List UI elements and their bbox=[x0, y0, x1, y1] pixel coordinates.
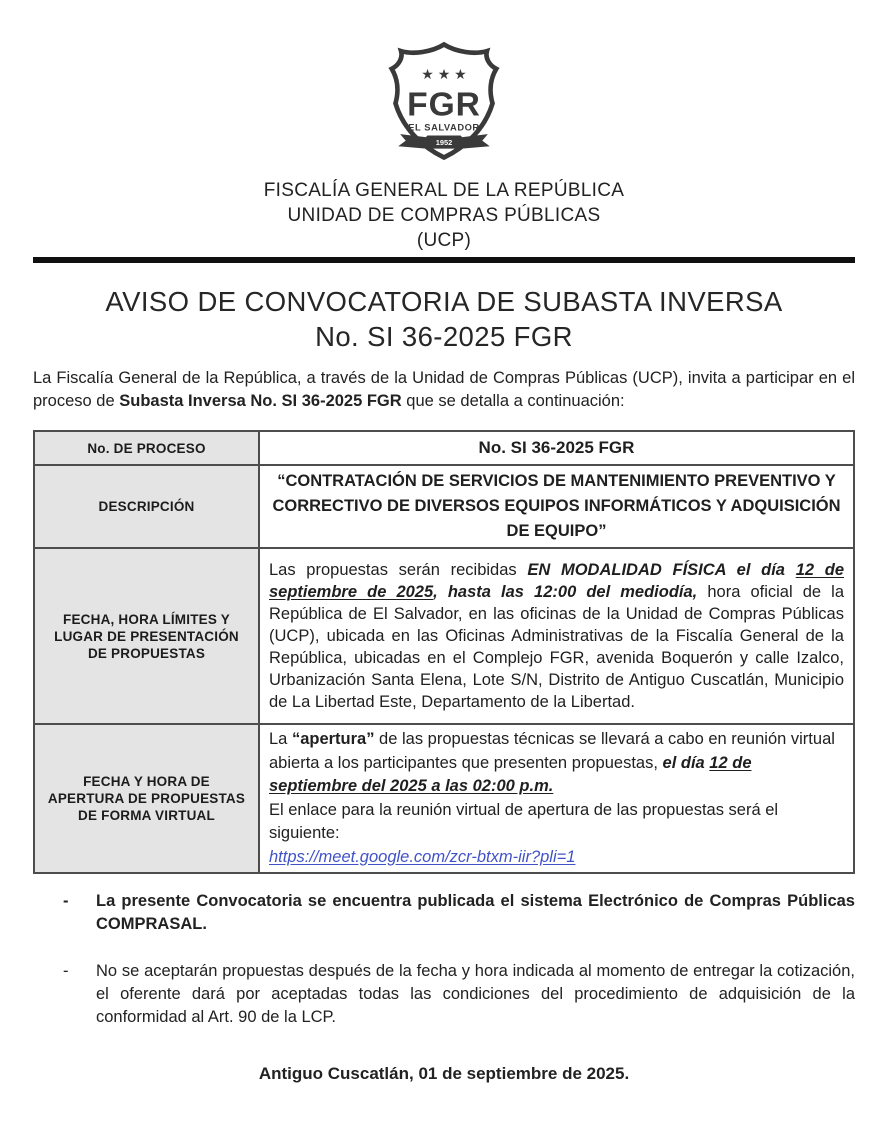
doc-title bbox=[33, 284, 855, 354]
note-comprasal bbox=[63, 890, 855, 936]
note-deadline bbox=[63, 960, 855, 1029]
opening-keyword: “apertura” bbox=[291, 730, 375, 748]
submission-date: 12 de septiembre de 2025 bbox=[269, 561, 844, 601]
notes-section bbox=[33, 890, 855, 1029]
org-name: FISCALÍA GENERAL DE LA REPÚBLICA bbox=[263, 180, 625, 201]
logo-year: 1952 bbox=[435, 137, 453, 147]
description-value: “CONTRATACIÓN DE SERVICIOS DE MANTENIMIENTO PREVENTIVO Y CORRECTIVO DE DIVERSOS EQUIPOS INFORMÁTICOS Y ADQUISICIÓN DE EQUIPO” bbox=[259, 465, 854, 548]
note-deadline-text: No se aceptarán propuestas después de la fecha y hora indicada al momento de entregar la cotización, el oferente dará por aceptadas todas las condiciones del procedimiento de adquisición de la conformidad al Art. 90 de la LCP. bbox=[96, 962, 855, 1026]
header-divider bbox=[33, 257, 855, 263]
opening-link-intro: El enlace para la reunión virtual de apertura de las propuestas será el siguiente: bbox=[269, 800, 779, 842]
opening-value bbox=[259, 724, 854, 873]
submission-time: , hasta las 12:00 del mediodía, bbox=[433, 583, 698, 601]
opening-day-prefix: el día bbox=[662, 753, 710, 772]
table-row-description bbox=[34, 465, 854, 548]
table-row-submission bbox=[34, 548, 854, 724]
doc-title-line1: AVISO DE CONVOCATORIA DE SUBASTA INVERSA bbox=[105, 286, 783, 317]
row-label-process-number: No. DE PROCESO bbox=[34, 431, 259, 465]
org-unit: UNIDAD DE COMPRAS PÚBLICAS bbox=[287, 205, 601, 226]
submission-modality: EN MODALIDAD FÍSICA el día bbox=[527, 561, 796, 579]
opening-seg3: de las propuestas técnicas se llevará a cabo en reunión virtual abierta a los participantes que presenten propuestas, bbox=[269, 730, 835, 772]
meeting-link[interactable]: https://meet.google.com/zcr-btxm-iir?pli=1 bbox=[269, 847, 576, 866]
row-label-submission: FECHA, HORA LÍMITES Y LUGAR DE PRESENTACIÓN DE PROPUESTAS bbox=[34, 548, 259, 724]
dateline: Antiguo Cuscatlán, 01 de septiembre de 2025. bbox=[258, 1064, 630, 1083]
org-header bbox=[33, 178, 855, 253]
note-dash: - bbox=[63, 892, 69, 910]
doc-title-line2: No. SI 36-2025 FGR bbox=[315, 321, 573, 352]
submission-seg1: Las propuestas serán recibidas bbox=[269, 561, 528, 579]
stars-icon: ★ ★ ★ bbox=[421, 66, 467, 83]
process-number-value: No. SI 36-2025 FGR bbox=[259, 431, 854, 465]
fgr-shield-icon bbox=[374, 38, 514, 164]
submission-location: hora oficial de la República de El Salvador, en las oficinas de la Unidad de Compras Públicas (UCP), ubicada en las Oficinas Administrativas de la Fiscalía General de la República, ubicadas en el Complejo FGR, avenida Boquerón y calle Izalco, Urbanización Santa Elena, Lote S/N, Distrito de Antiguo Cuscatlán, Municipio de La Libertad Este, Departamento de la Libertad. bbox=[269, 583, 844, 711]
intro-process-name: Subasta Inversa No. SI 36-2025 FGR bbox=[119, 392, 402, 410]
opening-seg1: La bbox=[269, 730, 292, 748]
table-row-opening bbox=[34, 724, 854, 873]
intro-part2: que se detalla a continuación: bbox=[401, 392, 625, 410]
process-table bbox=[33, 430, 855, 874]
fgr-logo bbox=[33, 38, 855, 162]
org-unit-abbr: (UCP) bbox=[416, 230, 472, 251]
table-row-process-number bbox=[34, 431, 854, 465]
intro-part1: La Fiscalía General de la República, a través de la Unidad de Compras Públicas (UCP), invita a participar en el proceso de bbox=[33, 369, 855, 410]
opening-datetime: 12 de septiembre del 2025 a las 02:00 p.m. bbox=[269, 753, 752, 795]
note-comprasal-text: La presente Convocatoria se encuentra publicada el sistema Electrónico de Compras Públicas COMPRASAL. bbox=[96, 892, 855, 933]
row-label-opening: FECHA Y HORA DE APERTURA DE PROPUESTAS DE FORMA VIRTUAL bbox=[34, 724, 259, 873]
submission-value bbox=[259, 548, 854, 724]
row-label-description: DESCRIPCIÓN bbox=[34, 465, 259, 548]
intro-paragraph bbox=[33, 367, 855, 413]
logo-monogram: FGR bbox=[407, 86, 481, 124]
note-dash: - bbox=[63, 962, 69, 980]
logo-country: EL SALVADOR bbox=[408, 122, 480, 133]
